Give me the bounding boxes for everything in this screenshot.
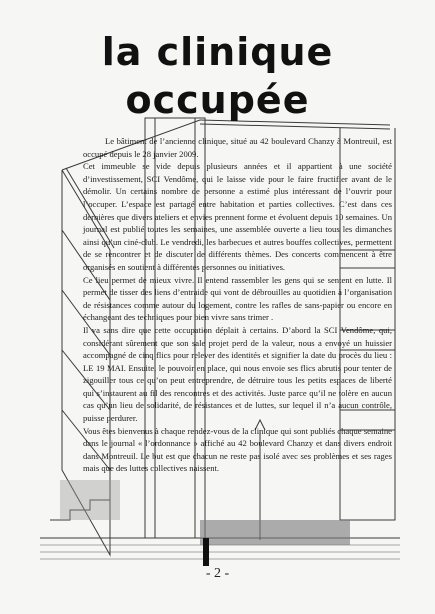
paragraph-welcome: Vous êtes bienvenus à chaque rendez-vous de la clinique qui sont publiés chaque semaine dans le journal « l’ordonnance » affiché au 42 boulevard Chanzy et dans divers endroit dans Montreuil. Le but est que chacun ne reste pas isolé avec ses problèmes et ses rages mais que des luttes collectives naissent.: [83, 425, 392, 474]
page-title-line-2: occupée: [125, 78, 310, 122]
article-body: [83, 135, 392, 475]
page-title-line-1: la clinique: [101, 30, 334, 74]
paragraph-opposition: Il va sans dire que cette occupation déplait à certains. D’abord la SCI Vendôme, qui, considérant sûrement que son sale projet perd de la valeur, nous a envoyé un huissier accompagné de cinq flics pour relever des identités et signifier la date du procès du lieu : LE 19 MAI. Ensuite, le pouvoir en place, qui nous envoie ses flics abrutis pour tenter de zigouiller tous ce qu’on peut entreprendre, de détruire tous les petits espaces de liberté qui s’instaurent au fil des rencontres et des activités. Juste parce qu’il ne tolère en aucun cas qu’un lieu de solidarité, de résistances et de luttes, sur lequel il n’a aucun contrôle, puisse perdurer.: [83, 324, 392, 424]
paragraph-building: Cet immeuble se vide depuis plusieurs années et il appartient à une société d’investissement, SCI Vendôme, qui le laisse vide pour le faire fructifier avant de le démolir. Un certains nombre de personne a estimé plus intéressant de l’ouvrir pour l’occuper. L’espace est partagé entre habitation et parties collectives. C’est dans ces dernières que divers ateliers et envies prennent forme et évoluent depuis 10 semaines. Un journal est publié toutes les semaines, une assemblée ouverte a lieu tous les dimanches ainsi qu’un ciné-club. Le vendredi, les barbecues et autres bouffes collectives, permettent de se rencontrer et de discuter de différents thèmes. Des concerts commencent à être organisés en soutient à différentes personnes ou initiatives.: [83, 161, 392, 272]
paragraph-intro: Le bâtiment de l’ancienne clinique, situé au 42 boulevard Chanzy à Montreuil, est occupé depuis le 28 janvier 2009.: [83, 136, 392, 159]
paragraph-place: Ce lieu permet de mieux vivre. Il entend rassembler les gens qui se sentent en lutte. Il permet de tisser des liens d’entraide qui vont de débrouilles au quotidien à l’organisation de résistances comme autour du logement, contre les rafles de sans-papier ou encore en échangeant des techniques pour bien vivre sans trimer .: [83, 274, 392, 323]
page-number: - 2 -: [205, 566, 230, 581]
